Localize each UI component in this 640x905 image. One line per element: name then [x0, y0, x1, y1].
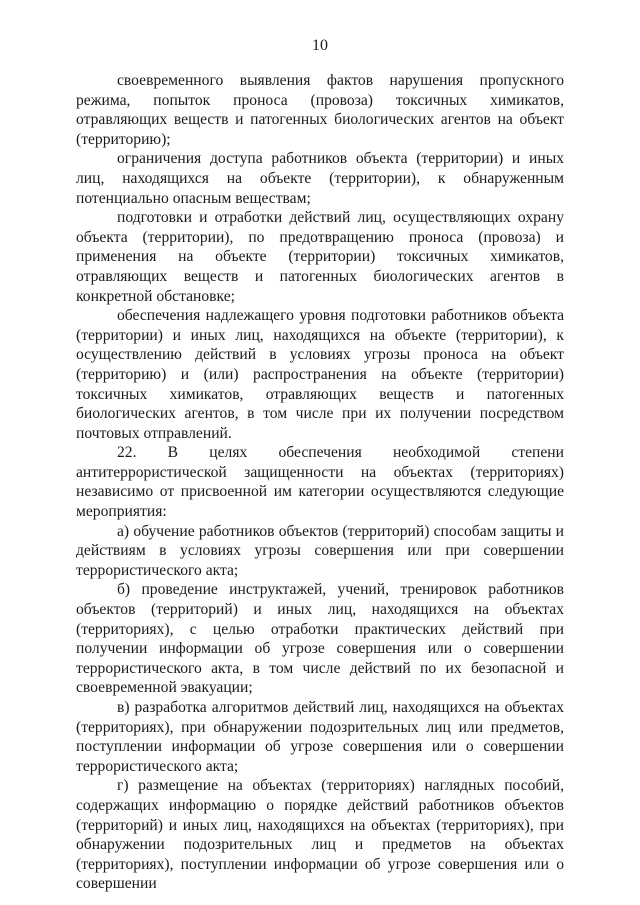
paragraph-staff-preparedness: обеспечения надлежащего уровня подготовки работников объекта (территории) и иных лиц, находящихся на объекте (территории), к осуществлению действий в условиях угрозы проноса на объект (территорию) и (или) распространения на объекте (территории) токсичных химикатов, отравляющих веществ и патогенных биологических агентов, в том числе при их получении посредством почтовых отправлений. [76, 307, 564, 442]
paragraph-item-a: а) обучение работников объектов (территорий) способам защиты и действиям в условиях угрозы совершения или при совершении террористического акта; [76, 522, 564, 579]
document-body [76, 71, 564, 894]
page-number: 10 [312, 37, 328, 54]
paragraph-access-restriction: ограничения доступа работников объекта (территории) и иных лиц, находящихся на объекте (территории), к обнаруженным потенциально опасным веществам; [76, 150, 564, 207]
paragraph-guard-training: подготовки и отработки действий лиц, осуществляющих охрану объекта (территории), по предотвращению проноса (провоза) и применения на объекте (территории) токсичных химикатов, отравляющих веществ и патогенных биологических агентов в конкретной обстановке; [76, 209, 564, 305]
paragraph-item-b: б) проведение инструктажей, учений, тренировок работников объектов (территорий) и иных лиц, находящихся на объектах (территориях), с целью отработки практических действий при получении информации об угрозе совершения или о совершении террористического акта, в том числе действий по их безопасной и своевременной эвакуации; [76, 581, 564, 697]
paragraph-item-v: в) разработка алгоритмов действий лиц, находящихся на объектах (территориях), при обнаружении подозрительных лиц или предметов, поступлении информации об угрозе совершения или о совершении террористического акта; [76, 699, 564, 775]
paragraph-violation-detection: своевременного выявления фактов нарушения пропускного режима, попыток проноса (провоза) токсичных химикатов, отравляющих веществ и патогенных биологических агентов на объект (территорию); [76, 72, 564, 148]
paragraph-item-22: 22. В целях обеспечения необходимой степени антитеррористической защищенности на объектах (территориях) независимо от присвоенной им категории осуществляются следующие мероприятия: [76, 444, 564, 521]
paragraph-item-g: г) размещение на объектах (территориях) наглядных пособий, содержащих информацию о порядке действий работников объектов (территорий) и иных лиц, находящихся на объектах (территориях), при обнаружении подозрительных лиц и предметов на объектах (территориях), поступлении информации об угрозе совершения или о совершении [76, 777, 564, 893]
